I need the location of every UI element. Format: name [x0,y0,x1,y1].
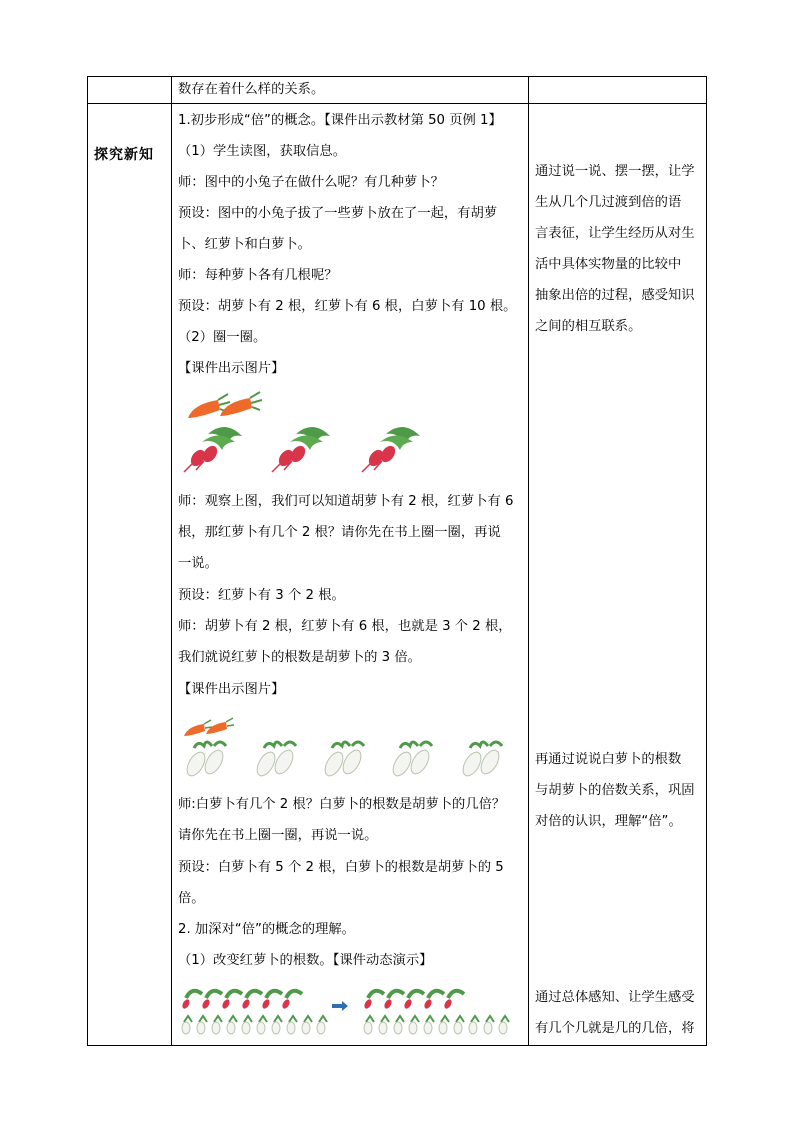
mid-line-15: 我们就说红萝卜的根数是胡萝卜的 3 倍。 [178,650,421,665]
red-radish-bunch-icon [362,427,420,472]
mid-line-20: 倍。 [178,891,205,906]
section-title: 探究新知 [94,147,154,163]
mid-line-8: （2）圈一圈。 [178,330,267,345]
mid-line-13: 预设：红萝卜有 3 个 2 根。 [178,588,345,603]
right-note-2-line-2: 与胡萝卜的倍数关系，巩固 [535,783,695,798]
mid-line-10: 师：观察上图，我们可以知道胡萝卜有 2 根，红萝卜有 6 [178,494,514,509]
mid-line-17: 师:白萝卜有几个 2 根？白萝卜的根数是胡萝卜的几倍？ [178,797,506,812]
mid-line-12: 一说。 [178,556,218,571]
mid-line-7: 预设：胡萝卜有 2 根，红萝卜有 6 根，白萝卜有 10 根。 [178,299,517,314]
table-border-left [87,76,88,1046]
right-note-1-line-6: 之间的相互联系。 [535,319,642,334]
mid-line-6: 师：每种萝卜各有几根呢？ [178,268,338,283]
red-radish-row-icon [181,991,302,1010]
mid-line-3: 师：图中的小兔子在做什么呢？有几种萝卜？ [178,175,444,190]
mid-line-19: 预设：白萝卜有 5 个 2 根，白萝卜的根数是胡萝卜的 5 [178,860,504,875]
red-radish-row-icon [363,991,464,1010]
table-border-bottom [87,1045,707,1046]
right-note-1-line-5: 抽象出倍的过程，感受知识 [535,288,695,303]
red-radish-bunch-icon [272,427,330,472]
mid-line-9: 【课件出示图片】 [178,361,285,376]
picture-carrots-red-radishes [180,386,440,476]
right-note-2-line-3: 对倍的认识，理解“倍”。 [535,814,682,829]
mid-line-18: 请你先在书上圈一圈，再说一说。 [178,828,378,843]
mid-line-4: 预设：图中的小兔子拔了一些萝卜放在了一起，有胡萝 [178,206,498,221]
right-note-3-line-1: 通过总体感知、让学生感受 [535,990,695,1005]
right-note-1-line-2: 生从几个几过渡到倍的语 [535,195,682,210]
white-radish-pair-icon [253,742,296,779]
picture-carrots-white-radishes [180,714,510,784]
white-radish-pair-icon [459,742,502,779]
white-radish-pair-icon [389,742,432,779]
right-note-3-line-2: 有几个几就是几的几倍，将 [535,1021,695,1036]
white-radish-row-icon [364,1016,509,1034]
mid-line-21: 2. 加深对“倍”的概念的理解。 [178,922,355,937]
mid-line-5: 卜、红萝卜和白萝卜。 [178,237,311,252]
arrow-right-icon [332,1001,348,1011]
white-radish-pair-icon [183,742,226,779]
picture-animation-change [180,984,520,1040]
right-note-2-line-1: 再通过说说白萝卜的根数 [535,752,682,767]
table-border-right [706,76,707,1046]
white-radish-pair-icon [321,742,364,779]
mid-line-16: 【课件出示图片】 [178,682,285,697]
right-note-1-line-3: 言表征，让学生经历从对生 [535,226,695,241]
mid-line-1: 1.初步形成“倍”的概念。【课件出示教材第 50 页例 1】 [178,113,502,128]
mid-line-11: 根，那红萝卜有几个 2 根？请你先在书上圈一圈，再说 [178,525,501,540]
top-row-text: 数存在着什么样的关系。 [178,82,325,97]
white-radish-row-icon [182,1016,327,1034]
right-note-1-line-4: 活中具体实物量的比较中 [535,257,682,272]
right-note-1-line-1: 通过说一说、摆一摆，让学 [535,164,695,179]
mid-line-2: （1）学生读图，获取信息。 [178,144,347,159]
lesson-table [87,76,707,1046]
mid-line-22: （1）改变红萝卜的根数。【课件动态演示】 [178,953,433,968]
red-radish-bunch-icon [184,427,242,472]
column-divider-2 [528,76,529,1046]
row-divider [87,103,707,104]
table-border-top [87,76,707,77]
mid-line-14: 师：胡萝卜有 2 根，红萝卜有 6 根，也就是 3 个 2 根， [178,619,512,634]
column-divider-1 [171,76,172,1046]
